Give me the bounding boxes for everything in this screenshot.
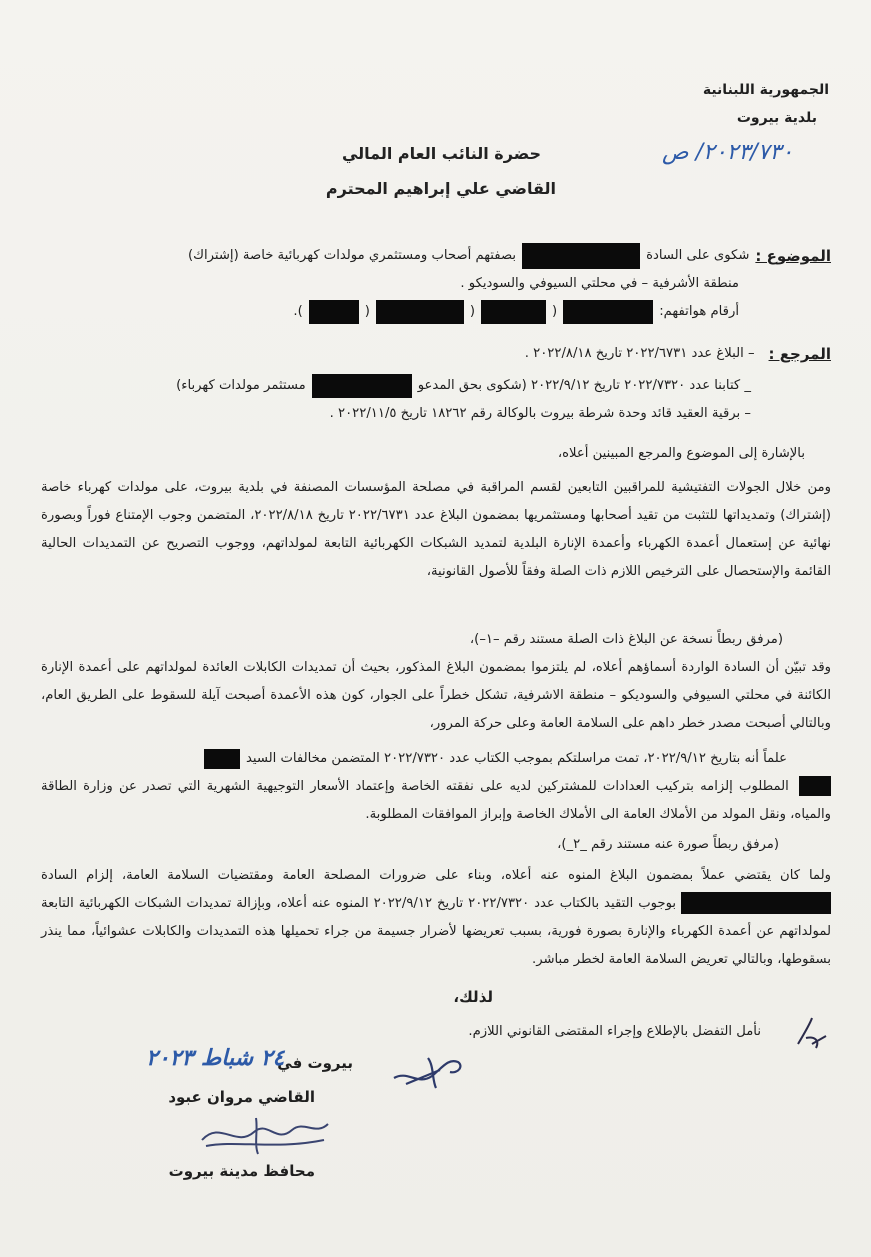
reference-item-1: – البلاغ عدد ٢٠٢٢/٦٧٣١ تاريخ ٢٠٢٢/٨/١٨ . bbox=[524, 346, 755, 361]
paragraph-1: ومن خلال الجولات التفتيشية للمراقبين التابعين لقسم المراقبة في مصلحة المؤسسات المصنفة في بلدية بيروت، على مولدات كهرباء خاصة (إشتراك) وتمديداتها للتثبت من تقيد أصحابها ومستثمريها بمضمون البلاغ عدد ٢٠٢٢/٦٧٣١ تاريخ ٢٠٢٢/٨/١٨، المتضمن وجوب الإمتناع فوراً وبصورة نهائية عن إستعمال أعمدة الكهرباء وأعمدة الإنارة البلدية لتمديد الشبكات الكهربائية التابعة لمولداتهم، ووجوب التصريح عن التمديدات الحالية القائمة والإستحصال على الترخيص اللازم ذات الصلة وفقاً للأصول القانونية، bbox=[41, 480, 831, 579]
official-signature-icon bbox=[196, 1110, 336, 1160]
paragraph-3 bbox=[41, 745, 831, 829]
handwritten-reference: ٢٠٢٣/٧٣٠/ ص bbox=[662, 140, 794, 165]
therefore-heading: لذلك، bbox=[453, 988, 493, 1006]
signatory-name: القاضي مروان عبود bbox=[168, 1088, 315, 1106]
signature-scribble-icon bbox=[388, 1040, 468, 1100]
reference-label: المرجع : bbox=[768, 345, 831, 363]
redaction-box bbox=[376, 300, 464, 324]
addressee-line-1: حضرة النائب العام المالي bbox=[341, 144, 541, 163]
addressee-line-2: القاضي علي إبراهيم المحترم bbox=[325, 179, 556, 198]
redaction-box bbox=[481, 300, 546, 324]
municipality-name: بلدية بيروت bbox=[736, 110, 817, 126]
subject-block bbox=[31, 242, 831, 326]
letterhead bbox=[609, 80, 829, 128]
phones-end: ). bbox=[293, 304, 303, 319]
attachment-note-2: (مرفق ربطاً صورة عنه مستند رقم _٢_)، bbox=[557, 837, 779, 852]
signatory-title: محافظ مدينة بيروت bbox=[168, 1162, 315, 1180]
attachment-note-1: (مرفق ربطاً نسخة عن البلاغ ذات الصلة مستند رقم –١–)، bbox=[469, 632, 783, 647]
body-opening: بالإشارة إلى الموضوع والمرجع المبينين أعلاه، bbox=[557, 446, 805, 461]
redaction-box bbox=[204, 749, 240, 769]
redaction-box bbox=[799, 776, 831, 796]
republic-name: الجمهورية اللبنانية bbox=[702, 82, 829, 98]
redaction-box bbox=[681, 892, 831, 914]
phones-label: أرقام هواتفهم: bbox=[659, 304, 739, 319]
paragraph-3-text-b: المطلوب إلزامه بتركيب العدادات للمشتركين لديه على نفقته الخاصة وإعتماد الأسعار التوجيهية الشهرية التي تصدر عن وزارة الطاقة والمياه، ونقل المولد من الأملاك العامة الى الأملاك الخاصة وإبراز الموافقات المطلوبة. bbox=[41, 779, 831, 822]
redaction-box bbox=[522, 243, 640, 269]
paragraph-4-text-a: ولما كان يقتضي عملاً بمضمون البلاغ المنوه عنه أعلاه، وبناء على ضرورات المصلحة العامة ومقتضيات السلامة العامة، إلزام السادة bbox=[41, 868, 831, 883]
initial-mark-icon bbox=[792, 1014, 832, 1056]
reference-item-2b: مستثمر مولدات كهرباء) bbox=[176, 378, 306, 393]
phones-separator: ( bbox=[469, 304, 476, 319]
place-date-label: بيروت في bbox=[277, 1054, 353, 1072]
redaction-box bbox=[312, 374, 412, 398]
redaction-box bbox=[309, 300, 359, 324]
paragraph-2: وقد تبيّن أن السادة الواردة أسماؤهم أعلاه، لم يلتزموا بمضمون البلاغ المذكور، بحيث أن تمديدات الكابلات العائدة لمولداتهم على أعمدة الإنارة الكائنة في محلتي السيوفي والسوديكو – منطقة الاشرفية، تشكل خطراً على الجوار، كون هذه الأعمدة أصبحت آيلة للسقوط على الطريق العام، وبالتالي أصبحت مصدر خطر داهم على السلامة العامة وعلى حركة المرور، bbox=[41, 660, 831, 731]
redaction-box bbox=[563, 300, 653, 324]
handwritten-date: ٢٤ شباط ٢٠٢٣ bbox=[146, 1046, 285, 1071]
subject-label: الموضوع : bbox=[755, 247, 831, 265]
subject-text-a: شكوى على السادة bbox=[646, 248, 750, 263]
phones-separator: ( bbox=[364, 304, 370, 319]
subject-line-2: منطقة الأشرفية – في محلتي السيوفي والسوديكو . bbox=[460, 276, 739, 291]
subject-text-b: بصفتهم أصحاب ومستثمري مولدات كهربائية خاصة (إشتراك) bbox=[187, 248, 517, 263]
paragraph-4-text-b: بوجوب التقيد بالكتاب عدد ٢٠٢٢/٧٣٢٠ تاريخ ٢٠٢٢/٩/١٢ المنوه عنه أعلاه، وبإزالة تمديدات الشبكات الكهربائية التابعة لمولداتهم عن أعمدة الكهرباء والإنارة بصورة فورية، بسبب تعريضها لأضرار جسيمة من جراء تحميلها هذه التمديدات والكابلات عشوائياً، مما ينذر بسقوطها، وبالتالي تعريض السلامة العامة لخطر مباشر. bbox=[41, 896, 831, 967]
reference-item-2a: _ كتابنا عدد ٢٠٢٢/٧٣٢٠ تاريخ ٢٠٢٢/٩/١٢ (شكوى بحق المدعو bbox=[417, 378, 751, 393]
paragraph-4 bbox=[41, 862, 831, 974]
phones-separator: ( bbox=[552, 304, 558, 319]
paragraph-3-text-a: علماً أنه بتاريخ ٢٠٢٢/٩/١٢، تمت مراسلتكم بموجب الكتاب عدد ٢٠٢٢/٧٣٢٠ المتضمن مخالفات السيد bbox=[245, 751, 787, 766]
reference-item-3: – برقية العقيد قائد وحدة شرطة بيروت بالوكالة رقم ١٨٢٦٢ تاريخ ٢٠٢٢/١١/٥ . bbox=[329, 406, 751, 421]
reference-block bbox=[31, 340, 831, 428]
closing-request: نأمل التفضل بالإطلاع وإجراء المقتضى القانوني اللازم. bbox=[468, 1024, 761, 1039]
